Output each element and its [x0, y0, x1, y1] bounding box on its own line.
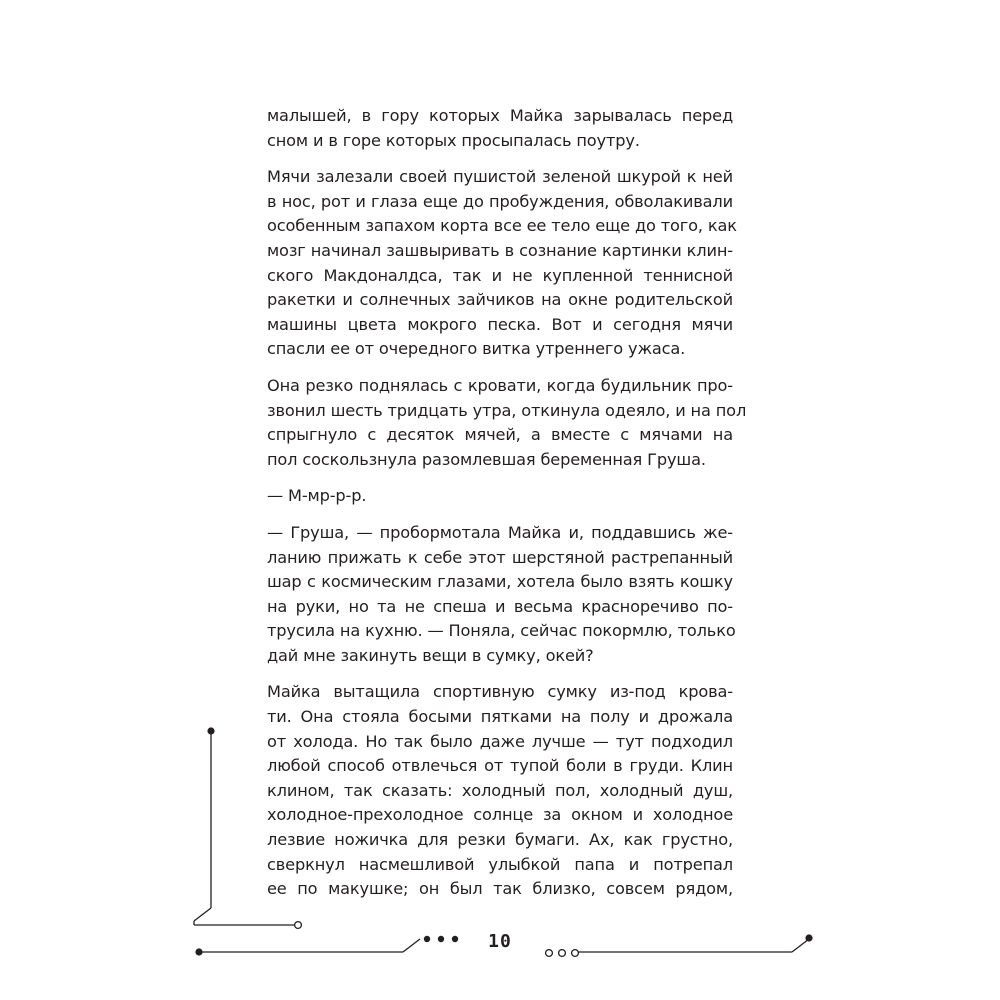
text-line: от холода. Но так было даже лучше — тут подходил	[267, 731, 733, 751]
text-line: звонил шесть тридцать утра, откинула одеяло, и на пол	[267, 400, 747, 420]
text-line: — Груша, — пробормотала Майка и, поддавшись же-	[267, 522, 733, 542]
text-line: холодное-прехолодное солнце за окном и холодное	[267, 805, 733, 825]
paragraph	[267, 680, 733, 901]
ornament-node-dot	[805, 934, 812, 941]
ornament-node-dot	[195, 948, 202, 955]
ornament-hollow-dot	[546, 950, 553, 957]
text-line: в нос, рот и глаза еще до пробуждения, обволакивали	[267, 191, 733, 211]
ornament-left-diagonal-line	[194, 908, 211, 921]
text-line: ти. Она стояла босыми пятками на полу и дрожала	[267, 707, 733, 727]
text-line: Майка вытащила спортивную сумку из-под крова-	[267, 682, 733, 702]
paragraph	[267, 165, 737, 362]
text-line: трусила на кухню. — Поняла, сейчас покормлю, только	[267, 621, 736, 641]
ornament-hollow-dot	[572, 950, 579, 957]
paragraph	[267, 484, 733, 509]
text-line: — М-мр-р-р.	[267, 486, 367, 506]
text-line: пол соскользнула разомлевшая беременная Груша.	[267, 449, 706, 469]
text-line: Мячи залезали своей пушистой зеленой шкурой к ней	[267, 167, 733, 187]
text-line: ракетки и солнечных зайчиков на окне родительской	[267, 290, 733, 310]
paragraph	[267, 374, 747, 472]
text-line: на руки, но та не спеша и весьма красноречиво по-	[267, 596, 733, 616]
text-line: любой способ отвлечься от тупой боли в груди. Клин	[267, 756, 733, 776]
text-line: шар с космическим глазами, хотела было взять кошку	[267, 572, 733, 592]
text-line: ее по макушке; он был так близко, совсем рядом,	[267, 879, 733, 899]
text-line: спрыгнуло с десяток мячей, а вместе с мячами на	[267, 425, 733, 445]
ornament-hollow-dot	[559, 950, 566, 957]
page-body-text	[267, 104, 747, 914]
text-line: малышей, в гору которых Майка зарывалась перед	[267, 106, 733, 125]
ornament-hollow-dot	[295, 922, 302, 929]
text-line: спасли ее от очередного витка утреннего ужаса.	[267, 339, 686, 359]
ornament-filled-dot	[438, 936, 444, 942]
paragraph	[267, 104, 733, 153]
text-line: ланию прижать к себе этот шерстяной растрепанный	[267, 547, 733, 567]
text-line: лезвие ножичка для резки бумаги. Ах, как грустно,	[267, 830, 733, 850]
text-line: особенным запахом корта все ее тело еще до того, как	[267, 216, 737, 236]
ornament-filled-dot	[424, 936, 430, 942]
paragraph	[267, 521, 736, 669]
text-line: сном и в горе которых просыпалась поутру.	[267, 130, 640, 150]
text-line: мозг начинал зашвыривать в сознание картинки клин-	[267, 240, 733, 260]
text-line: ского Макдоналдса, так и не купленной теннисной	[267, 265, 733, 285]
page-number: 10	[488, 931, 512, 952]
text-line: дай мне закинуть вещи в сумку, окей?	[267, 645, 594, 665]
text-line: машины цвета мокрого песка. Вот и сегодня мячи	[267, 314, 733, 334]
ornament-node-dot	[207, 727, 214, 734]
ornament-filled-dot	[452, 936, 458, 942]
text-line: клином, так сказать: холодный пол, холодный душ,	[267, 780, 733, 800]
text-line: Она резко поднялась с кровати, когда будильник про-	[267, 375, 733, 395]
text-line: сверкнул насмешливой улыбкой папа и потрепал	[267, 854, 733, 874]
